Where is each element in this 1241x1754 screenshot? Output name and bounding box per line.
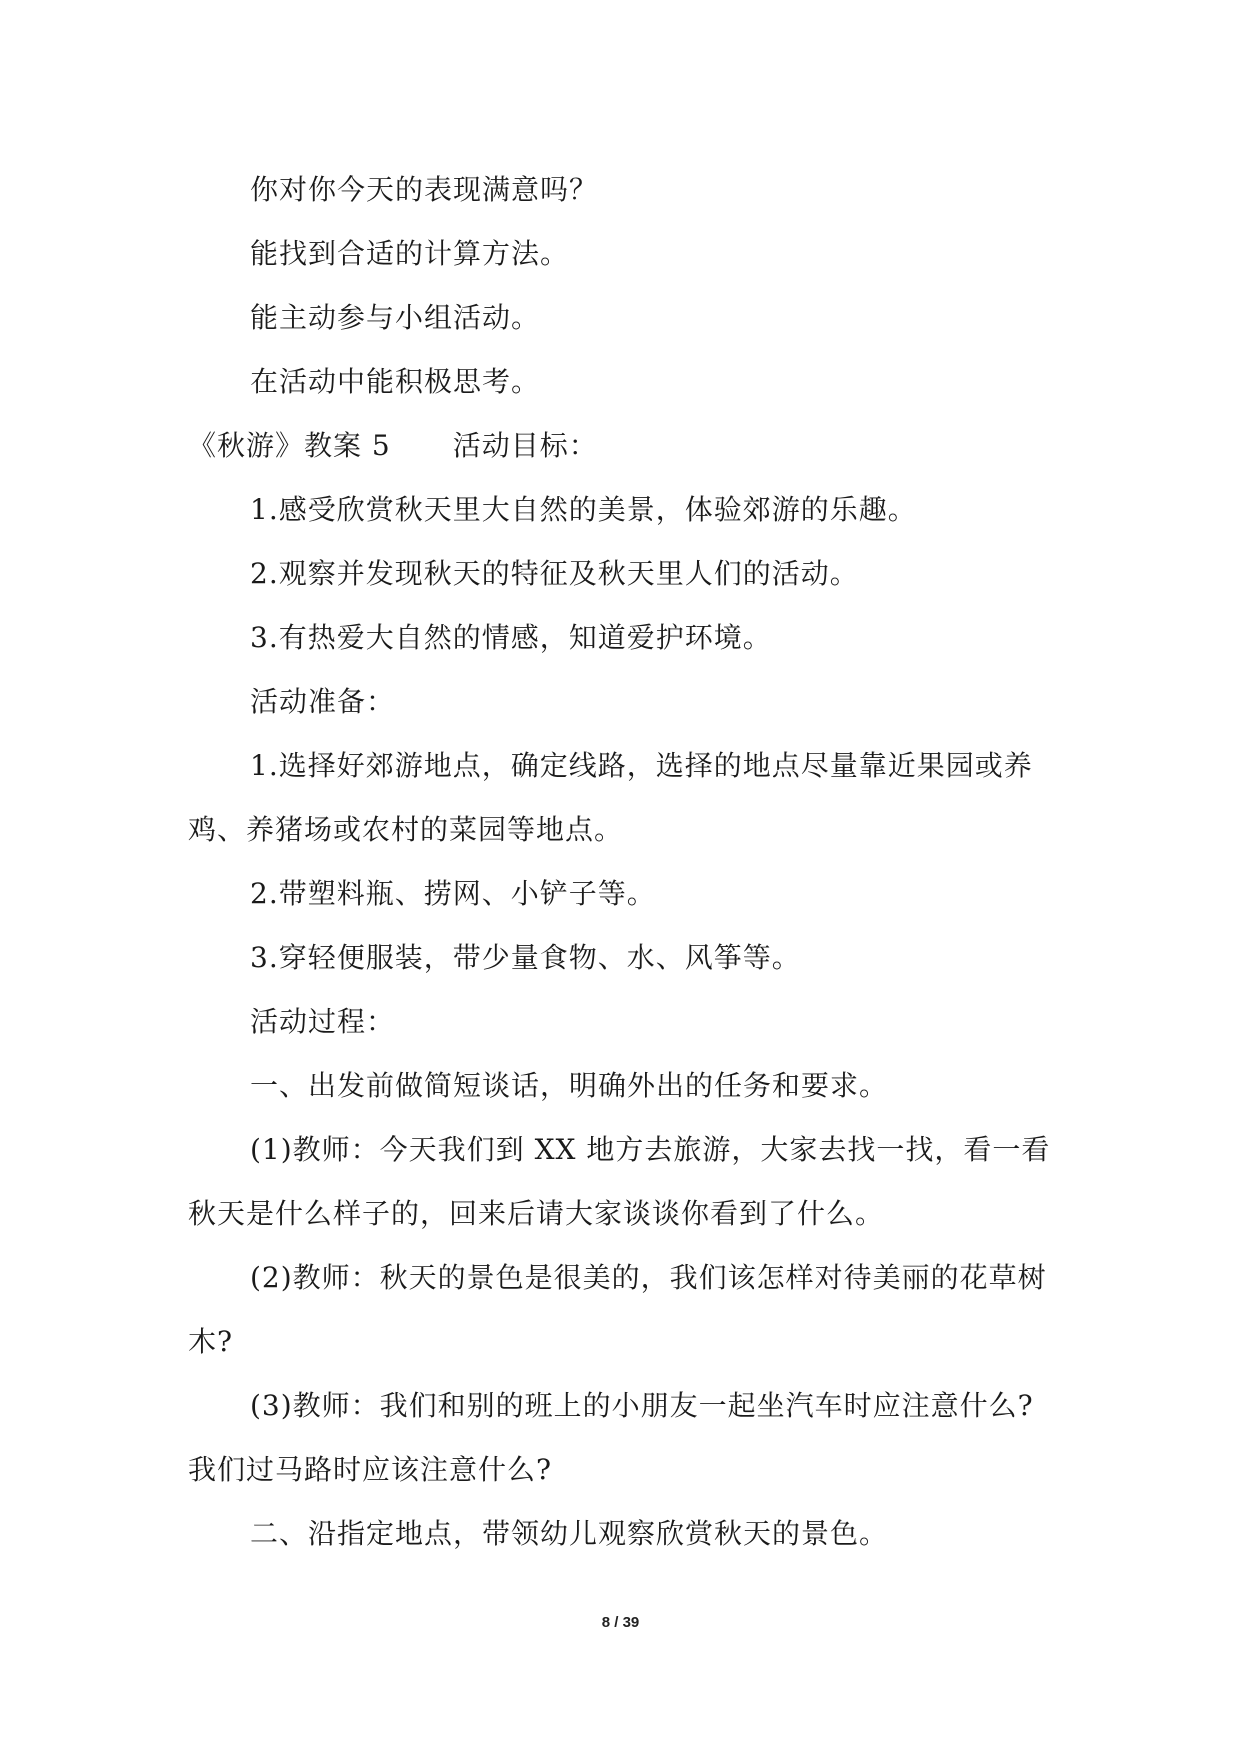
paragraph: 1.选择好郊游地点，确定线路，选择的地点尽量靠近果园或养鸡、养猪场或农村的菜园等地点。 xyxy=(188,749,1033,846)
paragraph: 2.观察并发现秋天的特征及秋天里人们的活动。 xyxy=(250,557,859,590)
paragraph: (3)教师：我们和别的班上的小朋友一起坐汽车时应注意什么?我们过马路时应该注意什么? xyxy=(188,1389,1034,1486)
paragraph: 3.有热爱大自然的情感，知道爱护环境。 xyxy=(250,621,772,654)
paragraph: (2)教师：秋天的景色是很美的，我们该怎样对待美丽的花草树木? xyxy=(188,1261,1047,1358)
paragraph: 一、出发前做简短谈话，明确外出的任务和要求。 xyxy=(250,1069,889,1102)
paragraph: 2.带塑料瓶、捞网、小铲子等。 xyxy=(250,877,656,910)
paragraph: 活动准备： xyxy=(250,685,396,718)
paragraph: 1.感受欣赏秋天里大自然的美景，体验郊游的乐趣。 xyxy=(250,493,917,526)
text-line: 在活动中能积极思考。 xyxy=(250,365,541,398)
section-subtitle: 活动目标： xyxy=(452,429,598,462)
paragraph: 活动过程： xyxy=(250,1005,396,1038)
page-number: 8 / 39 xyxy=(601,1614,640,1631)
text-line: 能主动参与小组活动。 xyxy=(250,301,541,334)
text-line: 你对你今天的表现满意吗？ xyxy=(250,173,599,206)
text-line: 能找到合适的计算方法。 xyxy=(250,237,570,270)
section-heading xyxy=(188,414,1060,478)
paragraph: 3.穿轻便服装，带少量食物、水、风筝等。 xyxy=(250,941,801,974)
section-title: 《秋游》教案 5 xyxy=(188,429,391,462)
document-body xyxy=(188,158,1060,1566)
paragraph: (1)教师：今天我们到 XX 地方去旅游，大家去找一找，看一看秋天是什么样子的，回来后请大家谈谈你看到了什么。 xyxy=(188,1133,1051,1230)
paragraph: 二、沿指定地点，带领幼儿观察欣赏秋天的景色。 xyxy=(250,1517,889,1550)
